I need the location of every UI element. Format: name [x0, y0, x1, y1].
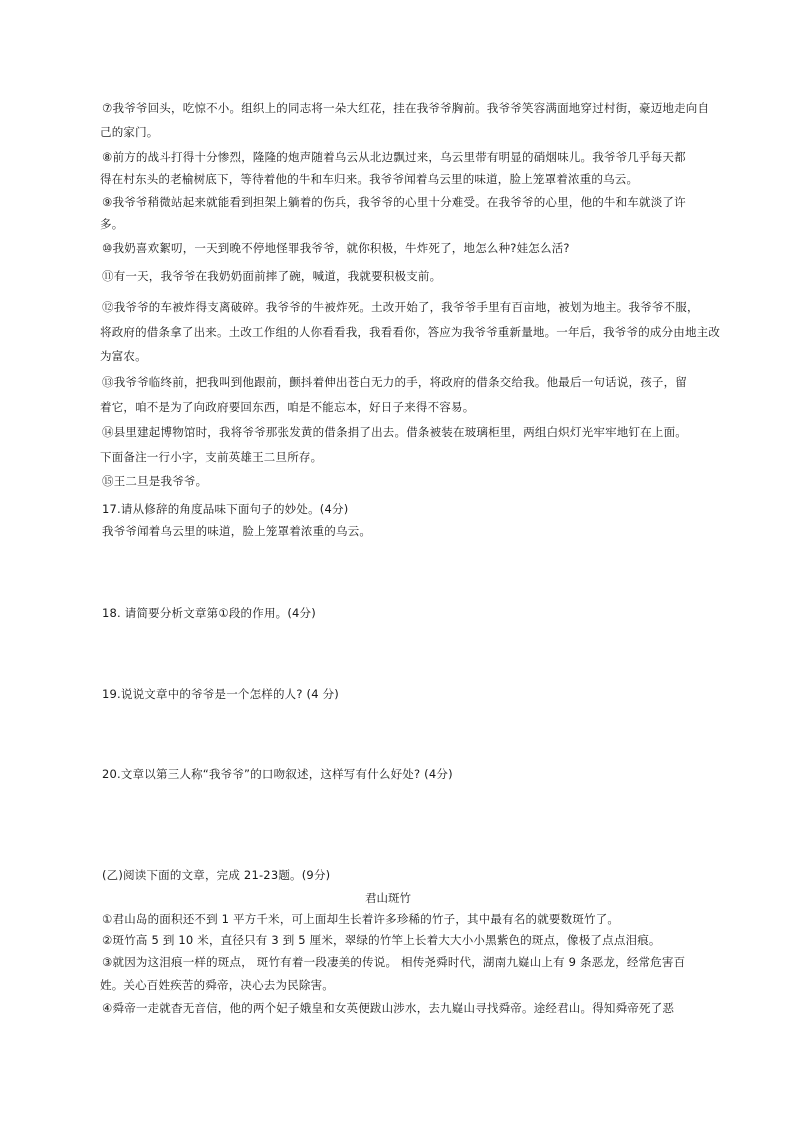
- paragraph-14-line-1: ⑭县里建起博物馆时，我将爷爷那张发黄的借条捐了出去。借条被装在玻璃柜里，两组白炽灯光牢牢地钉在上面。: [102, 425, 687, 439]
- paragraph-8-line-2: 得在村东头的老榆树底下，等待着他的牛和车归来。我爷爷闻着乌云里的味道，脸上笼罩着浓重的乌云。: [100, 172, 639, 186]
- paragraph-15: ⑮王二旦是我爷爷。: [102, 474, 208, 488]
- question-17: 17.请从修辞的角度品味下面句子的妙处。(4分): [102, 502, 349, 516]
- question-18: 18. 请简要分析文章第①段的作用。(4分): [102, 606, 316, 620]
- question-20: 20.文章以第三人称“我爷爷”的口吻叙述，这样写有什么好处? (4分): [102, 767, 453, 781]
- article-paragraph-3-line-1: ③就因为这泪痕一样的斑点， 斑竹有着一段凄美的传说。 相传尧舜时代，湖南九嶷山上有 9 条恶龙，经常危害百: [102, 955, 686, 969]
- article-paragraph-1: ①君山岛的面积还不到 1 平方千米，可上面却生长着许多珍稀的竹子，其中最有名的就要数斑竹了。: [102, 912, 620, 926]
- paragraph-14-line-2: 下面备注一行小字，支前英雄王二旦所存。: [100, 450, 323, 464]
- paragraph-9-line-2: 多。: [100, 217, 124, 231]
- question-19: 19.说说文章中的爷爷是一个怎样的人? (4 分): [102, 687, 339, 701]
- paragraph-12-line-1: ⑫我爷爷的车被炸得支离破碎。我爷爷的牛被炸死。土改开始了，我爷爷手里有百亩地，被划为地主。我爷爷不服，: [102, 300, 699, 314]
- paragraph-12-line-3: 为富农。: [100, 349, 147, 363]
- article-paragraph-2: ②斑竹高 5 到 10 米，直径只有 3 到 5 厘米，翠绿的竹竿上长着大大小小黑紫色的斑点，像极了点点泪痕。: [102, 933, 661, 947]
- paragraph-13-line-2: 着它，咱不是为了向政府要回东西，咱是不能忘本，好日子来得不容易。: [100, 400, 475, 414]
- article-paragraph-4-line-1: ④舜帝一走就杳无音信，他的两个妃子娥皇和女英便跋山涉水，去九嶷山寻找舜帝。途经君山。得知舜帝死了恶: [102, 1001, 675, 1015]
- section-b-instruction: (乙)阅读下面的文章，完成 21-23题。(9分): [102, 868, 331, 882]
- paragraph-8-line-1: ⑧前方的战斗打得十分惨烈，隆隆的炮声随着乌云从北边飘过来，乌云里带有明显的硝烟味儿。我爷爷几乎每天都: [102, 150, 686, 164]
- paragraph-12-line-2: 将政府的借条拿了出来。土改工作组的人你看看我，我看看你，答应为我爷爷重新量地。一年后，我爷爷的成分由地主改: [100, 325, 721, 339]
- paragraph-7-line-2: 己的家门。: [100, 125, 159, 139]
- paragraph-13-line-1: ⑬我爷爷临终前，把我叫到他跟前，颤抖着伸出苍白无力的手，将政府的借条交给我。他最后一句话说，孩子，留: [102, 375, 687, 389]
- paragraph-7-line-1: ⑦我爷爷回头，吃惊不小。组织上的同志将一朵大红花，挂在我爷爷胸前。我爷爷笑容满面地穿过村街，豪迈地走向自: [102, 101, 710, 115]
- paragraph-11: ⑪有一天，我爷爷在我奶奶面前摔了碗，喊道，我就要积极支前。: [102, 269, 442, 283]
- question-17-quote: 我爷爷闻着乌云里的味道，脸上笼罩着浓重的乌云。: [102, 524, 372, 538]
- paragraph-10: ⑩我奶喜欢絮叨，一天到晚不停地怪罪我爷爷，就你积极，牛炸死了，地怎么种?娃怎么活?: [102, 241, 570, 255]
- paragraph-9-line-1: ⑨我爷爷稍微站起来就能看到担架上躺着的伤兵，我爷爷的心里十分难受。在我爷爷的心里，他的牛和车就淡了许: [102, 195, 686, 209]
- article-title: 君山斑竹: [365, 891, 411, 905]
- article-paragraph-3-line-2: 姓。关心百姓疾苦的舜帝，决心去为民除害。: [100, 978, 334, 992]
